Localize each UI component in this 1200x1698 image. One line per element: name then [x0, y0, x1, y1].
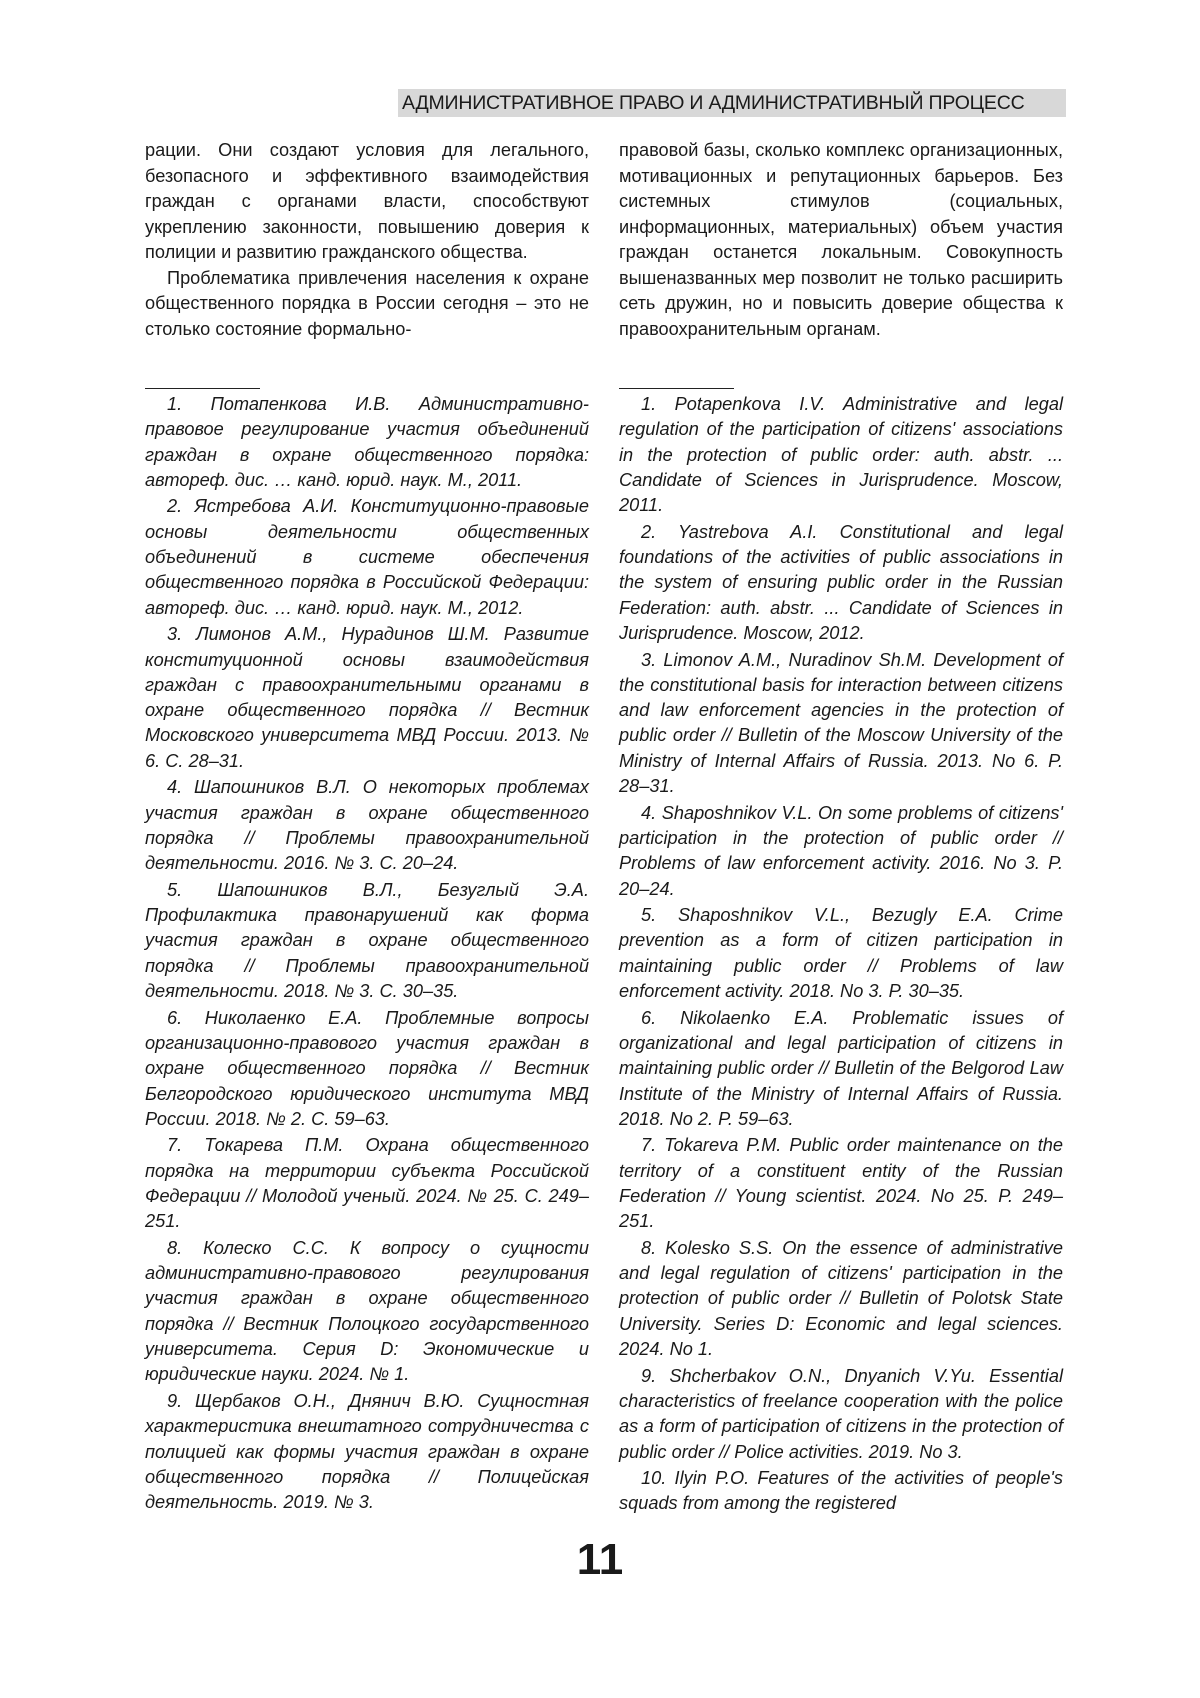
- references-english: [619, 392, 1063, 1518]
- body-column-right: [619, 138, 1063, 342]
- reference-item: 2. Ястребова А.И. Конституционно-правовые основы деятельности общественных объединений в системе обеспечения общественного порядка в Российской Федерации: автореф. дис. … канд. юрид. наук. М., 2012.: [145, 496, 589, 618]
- footnote-divider-left: [145, 388, 260, 389]
- reference-item: 7. Токарева П.М. Охрана общественного порядка на территории субъекта Российской Федерации // Молодой ученый. 2024. № 25. С. 249–251.: [145, 1135, 589, 1232]
- body-paragraph: рации. Они создают условия для легального, безопасного и эффективного взаимодействия граждан с органами власти, способствуют укреплению законности, повышению доверия к полиции и развитию гражданского общества.: [145, 140, 589, 262]
- page-number: 11: [576, 1535, 624, 1584]
- reference-item: 5. Шапошников В.Л., Безуглый Э.А. Профилактика правонарушений как форма участия граждан в охране общественного порядка // Проблемы правоохранительной деятельности. 2018. № 3. С. 30–35.: [145, 879, 589, 1002]
- reference-item: 4. Шапошников В.Л. О некоторых проблемах участия граждан в охране общественного порядка // Проблемы правоохранительной деятельности. 2016. № 3. С. 20–24.: [145, 777, 589, 874]
- reference-item: 1. Потапенкова И.В. Административно-правовое регулирование участия объединений граждан в охране общественного порядка: автореф. дис. … канд. юрид. наук. М., 2011.: [145, 394, 589, 490]
- reference-item: 10. Ilyin P.O. Features of the activities of people's squads from among the registered: [619, 1468, 1063, 1514]
- reference-item: 6. Nikolaenko E.A. Problematic issues of organizational and legal participation of citizens in maintaining public order // Bulletin of the Belgorod Law Institute of the Ministry of Internal Affairs of Russia. 2018. No 2. P. 59–63.: [619, 1007, 1063, 1129]
- body-paragraph: Проблематика привлечения населения к охране общественного порядка в России сегодня – это не столько состояние формально-: [145, 267, 589, 339]
- reference-item: 5. Shaposhnikov V.L., Bezugly E.A. Crime prevention as a form of citizen participation in maintaining public order // Problems of law enforcement activity. 2018. No 3. P. 30–35.: [619, 905, 1063, 1002]
- reference-item: 9. Shcherbakov O.N., Dnyanich V.Yu. Essential characteristics of freelance cooperation with the police as a form of participation of citizens in the protection of public order // Police activities. 2019. No 3.: [619, 1365, 1063, 1462]
- reference-item: 4. Shaposhnikov V.L. On some problems of citizens' participation in the protection of public order // Problems of law enforcement activity. 2016. No 3. P. 20–24.: [619, 802, 1063, 899]
- footnote-divider-right: [619, 388, 734, 389]
- references-russian: [145, 392, 589, 1517]
- reference-item: 8. Колеско С.С. К вопросу о сущности административно-правового регулирования участия граждан в охране общественного порядка // Вестник Полоцкого государственного университета. Серия D: Экономические и юридические науки. 2024. № 1.: [145, 1237, 589, 1385]
- reference-item: 6. Николаенко Е.А. Проблемные вопросы организационно-правового участия граждан в охране общественного порядка // Вестник Белгородского юридического института МВД России. 2018. № 2. С. 59–63.: [145, 1007, 589, 1129]
- reference-item: 2. Yastrebova A.I. Constitutional and legal foundations of the activities of public associations in the system of ensuring public order in the Russian Federation: auth. abstr. ... Candidate of Sciences in Jurisprudence. Moscow, 2012.: [619, 521, 1063, 643]
- reference-item: 3. Лимонов А.М., Нурадинов Ш.М. Развитие конституционной основы взаимодействия граждан с правоохранительными органами в охране общественного порядка // Вестник Московского университета МВД России. 2013. № 6. С. 28–31.: [145, 624, 589, 771]
- running-header: АДМИНИСТРАТИВНОЕ ПРАВО И АДМИНИСТРАТИВНЫЙ ПРОЦЕСС: [398, 89, 1066, 117]
- reference-item: 9. Щербаков О.Н., Днянич В.Ю. Сущностная характеристика внештатного сотрудничества с полицией как формы участия граждан в охране общественного порядка // Полицейская деятельность. 2019. № 3.: [145, 1390, 589, 1513]
- reference-item: 8. Kolesko S.S. On the essence of administrative and legal regulation of citizens' participation in the protection of public order // Bulletin of Polotsk State University. Series D: Economic and legal sciences. 2024. No 1.: [619, 1237, 1063, 1360]
- reference-item: 3. Limonov A.M., Nuradinov Sh.M. Development of the constitutional basis for interaction between citizens and law enforcement agencies in the protection of public order // Bulletin of the Moscow University of the Ministry of Internal Affairs of Russia. 2013. No 6. P. 28–31.: [619, 649, 1063, 797]
- body-paragraph: правовой базы, сколько комплекс организационных, мотивационных и репутационных барьеров. Без системных стимулов (социальных, информационных, материальных) объем участия граждан останется локальным. Совокупность вышеназванных мер позволит не только расширить сеть дружин, но и повысить доверие общества к правоохранительным органам.: [619, 140, 1063, 339]
- reference-item: 7. Tokareva P.M. Public order maintenance on the territory of a constituent entity of the Russian Federation // Young scientist. 2024. No 25. P. 249–251.: [619, 1135, 1063, 1232]
- reference-item: 1. Potapenkova I.V. Administrative and legal regulation of the participation of citizens' associations in the protection of public order: auth. abstr. ... Candidate of Sciences in Jurisprudence. Moscow, 2011.: [619, 394, 1063, 516]
- body-column-left: [145, 138, 589, 342]
